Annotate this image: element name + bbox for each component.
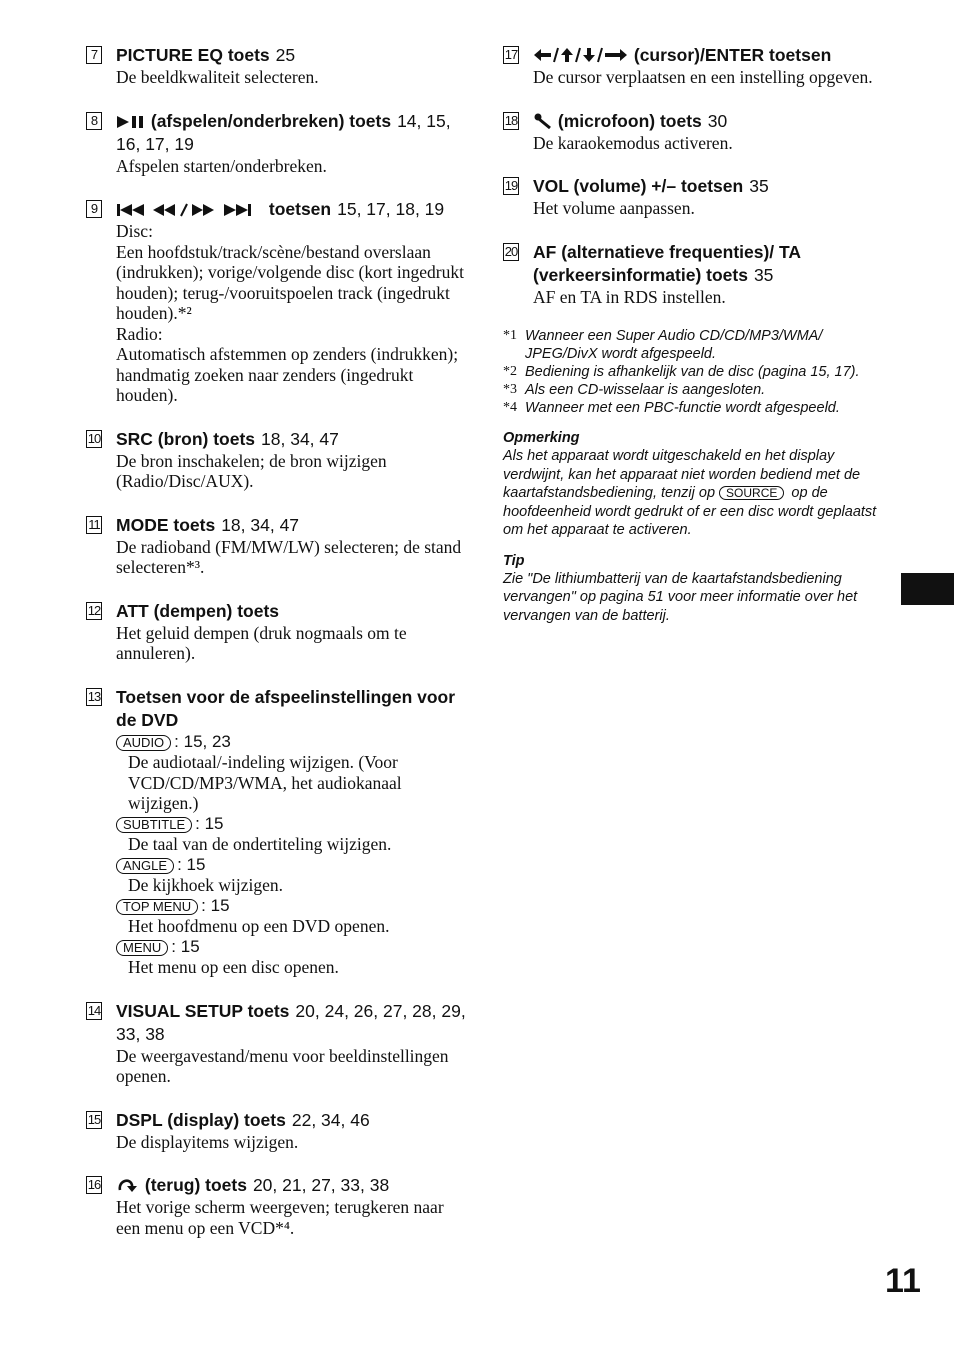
entry-heading (116, 198, 471, 221)
setting-key-description: Het menu op een disc openen. (128, 957, 339, 977)
setting-key-line: ANGLE : 15 (116, 855, 471, 876)
entry-17 (503, 44, 888, 88)
entry-pages: 20, 21, 27, 33, 38 (252, 1175, 390, 1195)
entry-heading (533, 241, 888, 287)
entry-heading (116, 514, 471, 537)
entry-heading (116, 428, 471, 451)
entry-number: 11 (86, 516, 102, 534)
entry-description: De beeldkwaliteit selecteren. (116, 67, 319, 87)
footnote (503, 327, 888, 363)
note-text (503, 447, 888, 540)
return-icon (116, 1175, 140, 1195)
entry-14 (86, 1000, 471, 1087)
entry-title: VOL (volume) +/– toetsen (533, 176, 744, 196)
entry-description: De karaokemodus activeren. (533, 132, 733, 153)
entry-heading (116, 686, 471, 732)
entry-pages: 35 (749, 176, 769, 196)
entry-title: PICTURE EQ toets (116, 45, 270, 65)
entry-16 (86, 1174, 471, 1238)
entry-number: 13 (87, 688, 101, 704)
setting-key: SUBTITLE (116, 817, 192, 833)
entry-9 (86, 198, 471, 406)
footnote-mark: *2 (503, 364, 517, 379)
entry-title: (terug) toets (144, 1175, 247, 1195)
entry-pages: 14, 15, 16, 17, 19 (116, 110, 451, 154)
note-text-after: op de hoofdeenheid wordt gedrukt of er een disc wordt geplaatst om het apparaat te activeren. (503, 485, 877, 538)
entry-title: SRC (bron) toets (116, 428, 256, 449)
entry-title: ATT (dempen) toets (116, 600, 280, 621)
right-column (503, 44, 888, 625)
footnote (503, 381, 888, 399)
setting-key: TOP MENU (116, 899, 198, 915)
entry-number: 7 (86, 46, 102, 64)
setting-key: AUDIO (116, 735, 171, 751)
entry-pages: 22, 34, 46 (291, 1109, 370, 1130)
cursor-arrows-icon (533, 45, 629, 65)
footnote-text: Bediening is afhankelijk van de disc (pagina 15, 17). (525, 364, 860, 380)
entry-description: Het geluid dempen (druk nogmaals om te annuleren). (116, 622, 407, 663)
entry-heading (116, 600, 471, 623)
entry-number: 15 (87, 1111, 101, 1127)
entry-11 (86, 514, 471, 578)
entry-7 (86, 44, 471, 88)
tip-text: Zie "De lithiumbatterij van de kaartafstandsbediening vervangen" op pagina 51 voor meer informatie over het vervangen van de batterij. (503, 570, 858, 624)
entry-pages: 20, 24, 26, 27, 28, 29, 33, 38 (116, 1000, 466, 1044)
play-pause-icon (116, 111, 146, 131)
setting-key-line: AUDIO : 15, 23 (116, 732, 471, 753)
entry-number: 16 (87, 1177, 101, 1192)
footnote-text: Als een CD-wisselaar is aangesloten. (525, 382, 766, 398)
entry-description: De weergavestand/menu voor beeldinstellingen openen. (116, 1045, 449, 1086)
entry-18 (503, 110, 888, 154)
entry-number: 14 (87, 1002, 101, 1018)
setting-key-description: De kijkhoek wijzigen. (128, 875, 284, 895)
page-number: 11 (885, 1262, 921, 1300)
entry-pages: 15, 17, 18, 19 (337, 199, 445, 219)
setting-key-pages: 15, 23 (183, 731, 231, 751)
entry-number: 18 (504, 112, 518, 128)
entry-title: VISUAL SETUP toets (116, 1000, 290, 1021)
microphone-icon (533, 111, 553, 131)
entry-heading (533, 110, 888, 133)
entry-19 (503, 175, 888, 219)
note-title: Opmerking (503, 430, 580, 446)
entry-heading (116, 1174, 471, 1197)
setting-key-description: De taal van de ondertiteling wijzigen. (128, 834, 392, 854)
entry-description: AF en TA in RDS instellen. (533, 286, 726, 307)
setting-key-line: TOP MENU : 15 (116, 896, 471, 917)
setting-key: ANGLE (116, 858, 174, 874)
entry-pages: 30 (707, 110, 728, 131)
entry-12 (86, 600, 471, 664)
entry-description: Automatisch afstemmen op zenders (indrukken); handmatig zoeken naar zenders (ingedrukt houden). (116, 344, 459, 405)
entry-number: 8 (86, 112, 102, 130)
setting-key: MENU (116, 940, 168, 956)
setting-key-description: Het hoofdmenu op een DVD openen. (128, 916, 390, 936)
entry-number: 12 (87, 602, 101, 618)
tip-title: Tip (503, 552, 525, 569)
setting-key-pages: 15 (210, 895, 230, 915)
footnote-mark: *4 (503, 400, 517, 415)
entry-heading (533, 44, 888, 67)
entry-description: De displayitems wijzigen. (116, 1131, 299, 1152)
left-column (86, 44, 471, 1260)
entry-description: Disc: (116, 221, 153, 241)
setting-key-line: MENU : 15 (116, 937, 471, 958)
entry-title: (microfoon) toets (557, 110, 702, 131)
entry-description: De cursor verplaatsen en een instelling opgeven. (533, 67, 873, 87)
section-tab (901, 573, 954, 605)
entry-number: 9 (86, 200, 102, 218)
setting-key-description: De audiotaal/-indeling wijzigen. (Voor VCD/CD/MP3/WMA, het audiokanaal wijzigen.) (128, 752, 402, 813)
entry-title: Toetsen voor de afspeelinstellingen voor de DVD (116, 686, 456, 730)
entry-number: 19 (504, 178, 518, 193)
entry-heading (116, 1109, 471, 1132)
skip-seek-icon (116, 199, 264, 219)
entry-pages: 35 (753, 264, 774, 285)
footnote-mark: *3 (503, 382, 517, 397)
entry-number: 20 (504, 243, 518, 259)
entry-title: toetsen (268, 199, 332, 219)
entry-heading (533, 175, 888, 198)
entry-pages: 18, 34, 47 (261, 428, 339, 449)
entry-heading (116, 110, 471, 156)
footnote (503, 399, 888, 417)
entry-15 (86, 1109, 471, 1153)
entry-number: 17 (504, 47, 518, 62)
entry-title: MODE toets (116, 514, 216, 535)
entry-title: DSPL (display) toets (116, 1109, 286, 1130)
entry-10 (86, 428, 471, 492)
footnote-text: Wanneer een Super Audio CD/CD/MP3/WMA/ JPEG/DivX wordt afgespeeld. (525, 328, 823, 362)
entry-heading (116, 1000, 471, 1046)
entry-description: Het vorige scherm weergeven; terugkeren naar een menu op een VCD*⁴. (116, 1197, 444, 1238)
entry-20 (503, 241, 888, 308)
entry-13 (86, 686, 471, 978)
entry-description: Afspelen starten/onderbreken. (116, 155, 327, 176)
entry-description: Het volume aanpassen. (533, 198, 695, 218)
setting-key-pages: 15 (180, 936, 200, 956)
footnote-text: Wanneer met een PBC-functie wordt afgespeeld. (525, 400, 840, 416)
setting-key-line: SUBTITLE : 15 (116, 814, 471, 835)
setting-key-pages: 15 (204, 813, 224, 833)
setting-key-pages: 15 (186, 854, 206, 874)
entry-pages: 18, 34, 47 (221, 514, 300, 535)
entry-title: (afspelen/onderbreken) toets (150, 110, 392, 131)
entry-title: AF (alternatieve frequenties)/ TA (verkeersinformatie) toets (533, 241, 801, 285)
entry-title: (cursor)/ENTER toetsen (633, 45, 832, 65)
entry-description: Een hoofdstuk/track/scène/bestand overslaan (indrukken); vorige/volgende disc (kort ingedrukt houden); terug-/vooruitspoelen track (ingedrukt houden).*² (116, 241, 464, 323)
entry-description: De radioband (FM/MW/LW) selecteren; de stand selecteren*³. (116, 536, 462, 577)
entry-number: 10 (87, 430, 101, 446)
entry-8 (86, 110, 471, 177)
source-key: SOURCE (719, 486, 784, 500)
entry-description: De bron inschakelen; de bron wijzigen (Radio/Disc/AUX). (116, 450, 387, 491)
footnote-mark: *1 (503, 328, 517, 343)
note-text-before: Als het apparaat wordt uitgeschakeld en het display verdwijnt, kan het apparaat niet worden bediend met de kaartafstandsbediening, tenzij op (503, 448, 861, 501)
footnote (503, 363, 888, 381)
entry-description: Radio: (116, 323, 163, 344)
footnotes (503, 327, 888, 417)
entry-pages: 25 (275, 45, 296, 65)
entry-heading (116, 44, 471, 67)
